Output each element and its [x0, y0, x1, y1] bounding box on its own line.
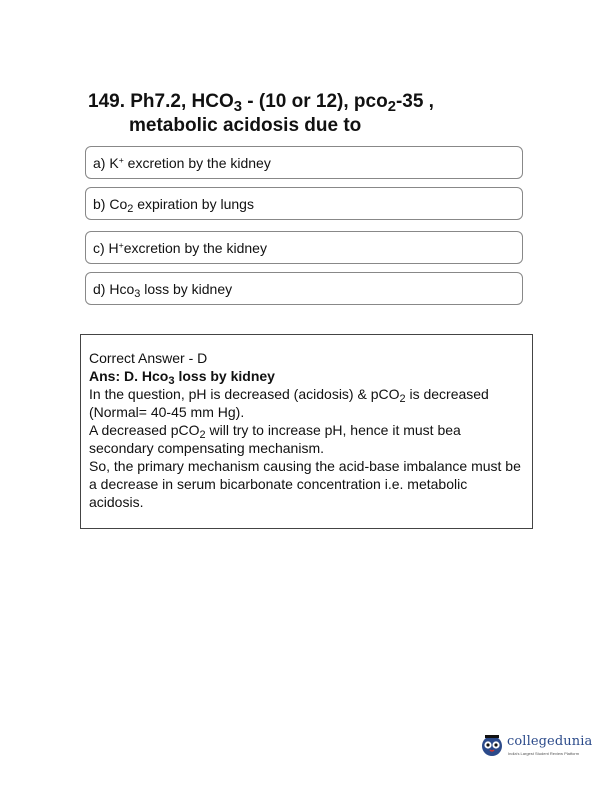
question-title: 149. Ph7.2, $HCO_3 - (10$ or 12), pco$_2$-35 , metabolic acidosis due to — [88, 91, 434, 136]
option-b[interactable]: b) $Co_2$ expiration by lungs — [85, 187, 523, 220]
collegedunia-logo — [480, 731, 593, 761]
explanation-paragraph-2: A decreased pCO$_2$ will try to increase pH, hence it must bea secondary compensating mechanism. — [89, 422, 461, 456]
logo-wordmark: collegedunia — [507, 734, 593, 749]
option-a[interactable]: a) K+ excretion by the kidney — [85, 146, 523, 179]
question-number: 149. — [88, 91, 125, 112]
correct-answer-label: Correct Answer - D — [89, 350, 208, 366]
answer-explanation-box — [80, 334, 533, 529]
answer-heading: Ans: D. Hco$_3$ loss by kidney — [89, 368, 275, 388]
explanation-paragraph-1: In the question, pH is decreased (acidosis) & pCO$_2$ is decreased (Normal= 40-45 mm Hg). — [89, 386, 489, 420]
option-d[interactable]: d) Hco$_3$ loss by kidney — [85, 272, 523, 305]
option-c[interactable]: c) H+excretion by the kidney — [85, 231, 523, 264]
logo-tagline: India's Largest Student Review Platform — [508, 751, 580, 756]
owl-mascot-icon — [480, 733, 504, 757]
explanation-paragraph-3: So, the primary mechanism causing the acid-base imbalance must be a decrease in serum bicarbonate concentration i.e. metabolic acidosis. — [89, 458, 521, 510]
